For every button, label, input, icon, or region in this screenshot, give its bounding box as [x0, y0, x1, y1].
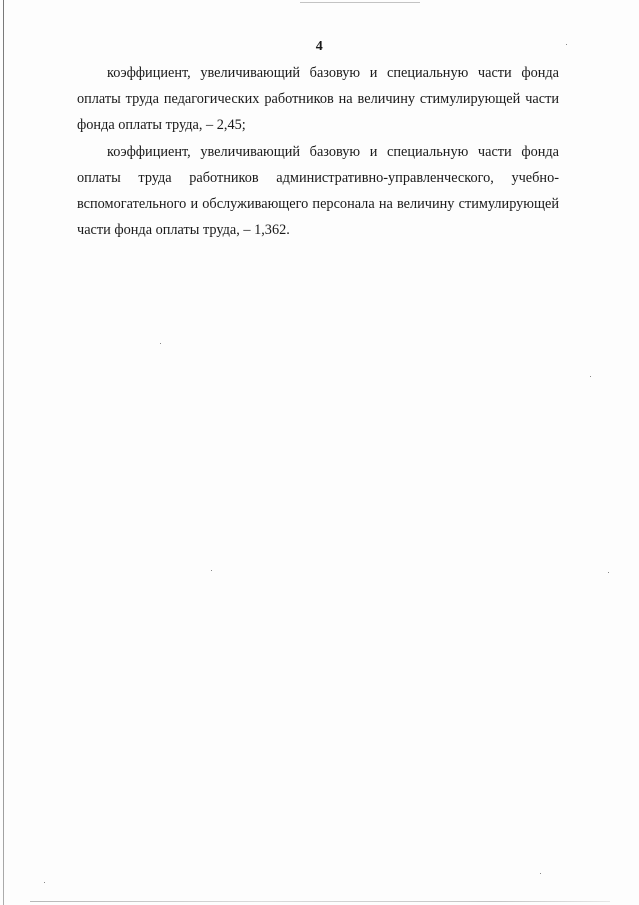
paragraph-coefficient-pedagogical: коэффициент, увеличивающий базовую и специальную части фонда оплаты труда педагогических работников на величину стимулирующей части фонда оплаты труда, – 2,45; [77, 65, 559, 134]
scan-speck [211, 570, 212, 571]
scan-speck [160, 343, 161, 344]
document-body [77, 60, 559, 243]
scan-edge-artifact [3, 0, 4, 905]
scan-speck [608, 572, 609, 573]
scan-speck [44, 882, 45, 883]
scan-speck [540, 873, 541, 874]
scan-bottom-artifact [30, 901, 610, 902]
paragraph-coefficient-administrative: коэффициент, увеличивающий базовую и специальную части фонда оплаты труда работников административно-управленческого, учебно-вспомогательного и обслуживающего персонала на величину стимулирующей части фонда оплаты труда, – 1,362. [77, 143, 559, 239]
page-number: 4 [315, 39, 324, 54]
scan-top-artifact [300, 2, 420, 3]
scan-speck [590, 376, 591, 377]
